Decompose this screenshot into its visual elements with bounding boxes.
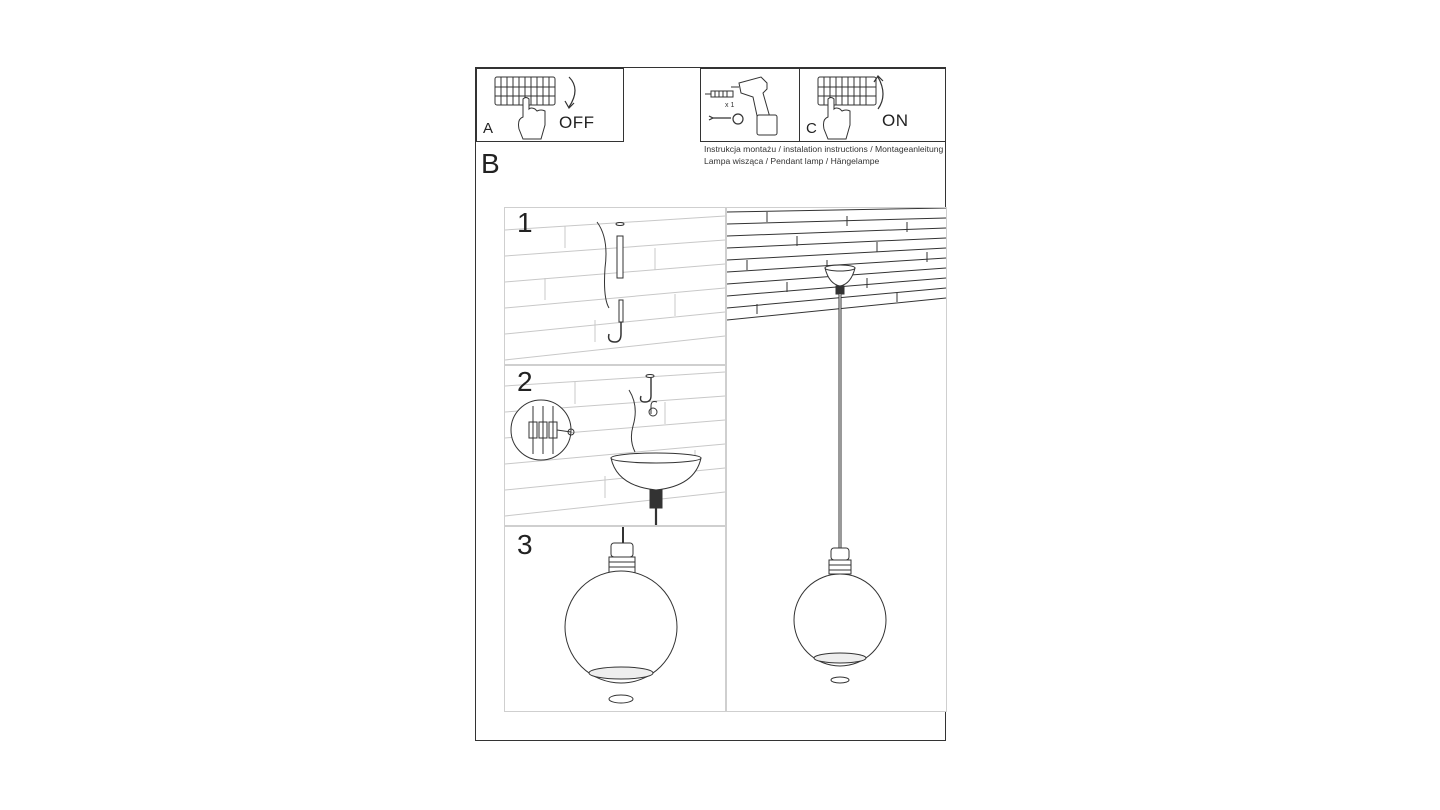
canopy-hook-assembly	[611, 375, 701, 526]
glass-globe-assembly	[565, 527, 677, 703]
drill-icon	[731, 77, 777, 135]
hand-icon	[519, 98, 546, 140]
quantity-label: x 1	[725, 102, 735, 109]
final-pendant-illustration	[727, 208, 946, 711]
off-label: OFF	[559, 113, 595, 132]
step-3-illustration	[505, 527, 725, 711]
hand-icon	[824, 98, 851, 140]
ceiling-planks	[505, 216, 725, 360]
step-3-panel	[504, 526, 726, 712]
step-c-power-on-panel	[799, 68, 946, 142]
final-pendant-panel	[726, 207, 947, 712]
drill-illustration	[701, 69, 799, 141]
step-c-letter: C	[806, 120, 817, 137]
step-1-illustration	[505, 208, 725, 364]
step-2-number: 2	[517, 366, 533, 397]
ceiling-planks	[727, 208, 946, 320]
step-3-number: 3	[517, 529, 533, 560]
step-2-panel	[504, 365, 726, 526]
step-a-letter: A	[483, 120, 494, 137]
caption-line-2: Lampa wisząca / Pendant lamp / Hängelampe	[704, 156, 880, 166]
wall-plug-icon	[705, 91, 733, 97]
step-2-illustration	[505, 366, 725, 525]
step-a-power-off-panel	[476, 68, 624, 142]
section-b-letter: B	[481, 148, 500, 179]
step-1-number: 1	[517, 207, 533, 238]
fuse-box-on-illustration	[800, 69, 945, 141]
fuse-box-off-illustration	[477, 69, 623, 141]
fuse-box-icon	[818, 77, 876, 105]
wire-connector-detail	[511, 400, 574, 460]
step-1-panel	[504, 207, 726, 365]
caption-line-1: Instrukcja montażu / instalation instructions / Montageanleitung	[704, 144, 944, 154]
drill-tool-panel	[700, 68, 800, 142]
ceiling-hook-icon	[709, 114, 743, 124]
instruction-sheet	[475, 67, 946, 741]
on-label: ON	[882, 111, 909, 130]
assembled-pendant	[794, 265, 886, 683]
curved-arrow-down-icon	[565, 77, 575, 108]
